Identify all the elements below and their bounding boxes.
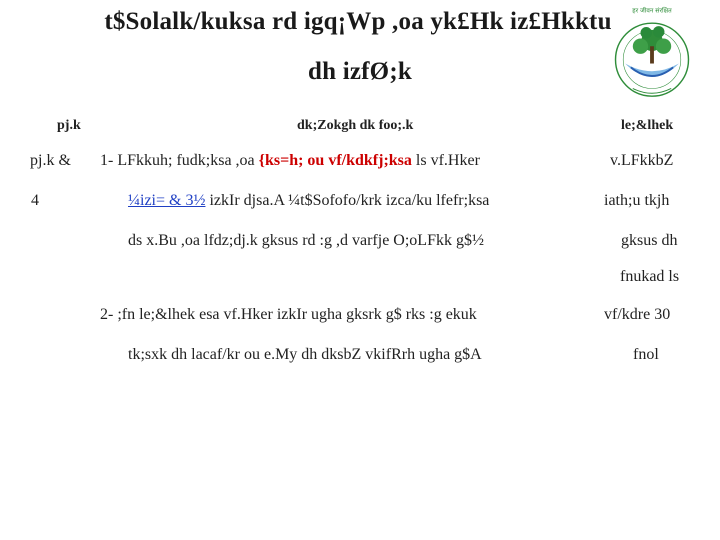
page-title-line2: dh izfØ;k: [308, 58, 412, 85]
time-1-line3: gksus dh: [621, 232, 678, 249]
annexure-link[interactable]: ¼izi= & 3½: [128, 192, 206, 209]
item-1-number: 1-: [100, 152, 114, 169]
step-label-line1: pj.k &: [30, 152, 71, 169]
item-1-line2-text: izkIr djsa.A ¼t$Sofofo/krk izca/ku lfefr;ksa: [209, 192, 490, 209]
item-2-line2: tk;sxk dh lacaf/kr ou e.My dh dksbZ vkifRrh ugha g$A: [128, 346, 482, 363]
header-description: dk;Zokgh dk foo;.k: [297, 118, 414, 133]
item-2-line1: [100, 306, 477, 324]
item-1-text-a: LFkkuh; fudk;ksa ,oa: [117, 152, 255, 169]
item-1-text-b: ls vf.Hker: [415, 152, 480, 169]
item-1-highlight: {ks=h; ou vf/kdkfj;ksa: [258, 152, 412, 169]
item-2-text: ;fn le;&lhek esa vf.Hker izkIr ugha gksrk g$ rks :g ekuk: [117, 306, 477, 323]
header-step: pj.k: [57, 118, 81, 133]
header-time-limit: le;&lhek: [621, 118, 674, 133]
time-2-line1: vf/kdre 30: [604, 306, 671, 323]
time-1-line2: iath;u tkjh: [604, 192, 670, 209]
step-label-line2: 4: [31, 192, 39, 209]
item-2-number: 2-: [100, 306, 114, 323]
time-2-line2: fnol: [633, 346, 659, 363]
logo-top-text: हर जीवन संरक्षित: [632, 7, 672, 15]
biodiversity-board-logo: [604, 4, 700, 100]
item-1-line1: [100, 152, 480, 170]
item-1-line3: ds x.Bu ,oa lfdz;dj.k gksus rd :g ,d varfje O;oLFkk g$½: [128, 232, 484, 249]
time-1-line4: fnukad ls: [620, 268, 680, 285]
page-title-line1: t$Solalk/kuksa rd igq¡Wp ,oa yk£Hk iz£Hkktu: [104, 8, 612, 35]
item-1-line2: [128, 192, 489, 210]
time-1-line1: v.LFkkbZ: [610, 152, 674, 169]
